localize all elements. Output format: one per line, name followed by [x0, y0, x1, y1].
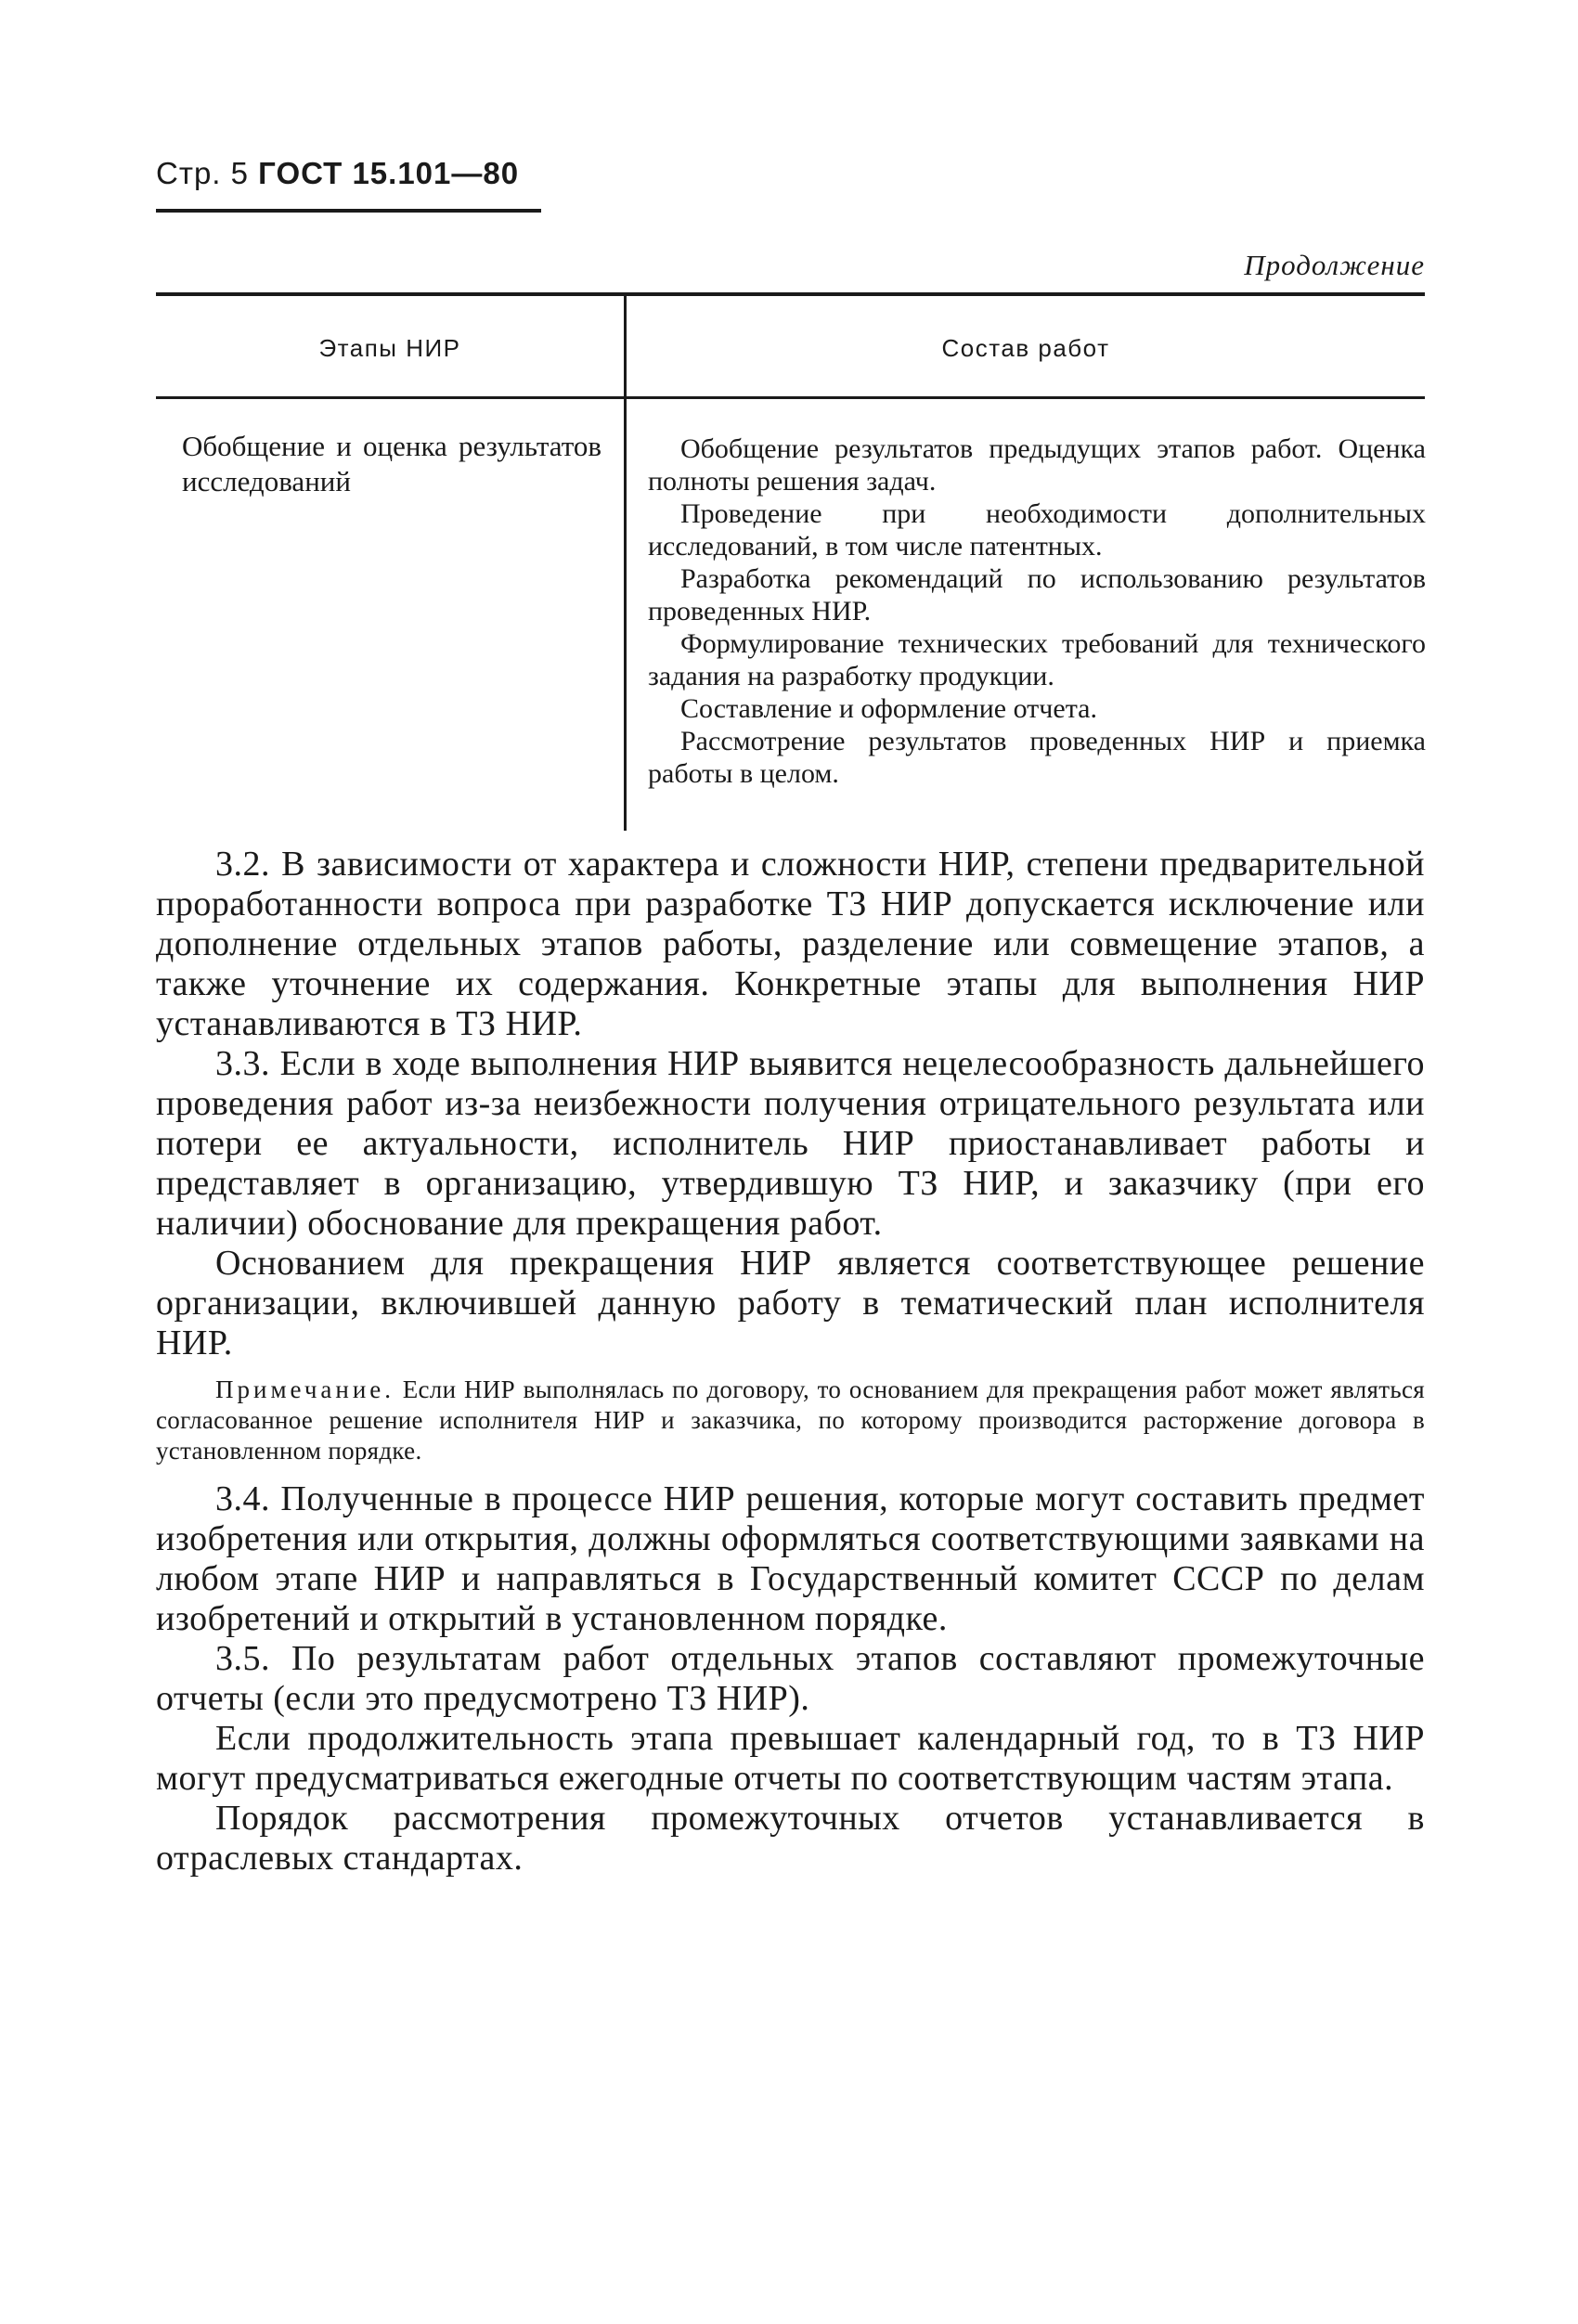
column-header-work: Состав работ	[941, 334, 1110, 362]
table-top-rule	[156, 292, 1425, 296]
table-header-rule	[156, 396, 1425, 399]
note	[156, 1375, 1425, 1466]
note-label: Примечание.	[215, 1375, 395, 1403]
page-header	[156, 156, 519, 191]
paragraph-3-3: 3.3. Если в ходе выполнения НИР выявится нецелесообразность дальнейшего проведения работ из-за неизбежности получения отрицательного результата или потери ее актуальности, исполнитель НИР приостанавливает работы и представляет в организацию, утвердившую ТЗ НИР, и заказчику (при его наличии) обоснование для прекращения работ.	[156, 1044, 1425, 1243]
paragraph-3-4: 3.4. Полученные в процессе НИР решения, которые могут составить предмет изобретения или открытия, должны оформляться соответствующими заявками на любом этапе НИР и направляться в Государственный комитет СССР по делам изобретений и открытий в установленном порядке.	[156, 1479, 1425, 1638]
work-item: Проведение при необходимости дополнительных исследований, в том числе патентных.	[648, 498, 1426, 562]
note-text: Если НИР выполнялась по договору, то основанием для прекращения работ может являться согласованное решение исполнителя НИР и заказчика, по которому производится расторжение договора в установленном порядке.	[156, 1375, 1425, 1465]
continuation-label: Продолжение	[1244, 249, 1425, 281]
work-item: Рассмотрение результатов проведенных НИР и приемка работы в целом.	[648, 726, 1426, 789]
standard-number: ГОСТ 15.101—80	[258, 156, 520, 190]
work-item: Составление и оформление отчета.	[680, 693, 1097, 724]
page-number: Стр. 5	[156, 156, 249, 190]
paragraph-annual-reports: Если продолжительность этапа превышает календарный год, то в ТЗ НИР могут предусматриваться ежегодные отчеты по соответствующим частям этапа.	[156, 1719, 1425, 1798]
paragraph-termination-basis: Основанием для прекращения НИР является соответствующее решение организации, включившей данную работу в тематический план исполнителя НИР.	[156, 1244, 1425, 1362]
paragraph-3-2: 3.2. В зависимости от характера и сложности НИР, степени предварительной проработанности вопроса при разработке ТЗ НИР допускается исключение или дополнение отдельных этапов работы, разделение или совмещение этапов, а также уточнение их содержания. Конкретные этапы для выполнения НИР устанавливаются в ТЗ НИР.	[156, 845, 1425, 1043]
table-cell-stage: Обобщение и оценка результатов исследований	[182, 430, 601, 497]
work-item: Обобщение результатов предыдущих этапов работ. Оценка полноты решения задач.	[648, 433, 1426, 497]
table-cell-work	[648, 433, 1426, 790]
column-header-stages: Этапы НИР	[318, 334, 461, 362]
header-rule	[156, 209, 541, 213]
work-item: Разработка рекомендаций по использованию результатов проведенных НИР.	[648, 563, 1426, 626]
table-column-divider	[624, 292, 627, 831]
paragraph-3-5: 3.5. По результатам работ отдельных этапов составляют промежуточные отчеты (если это предусмотрено ТЗ НИР).	[156, 1639, 1425, 1718]
document-body	[156, 845, 1425, 1879]
paragraph-review-order: Порядок рассмотрения промежуточных отчетов устанавливается в отраслевых стандартах.	[156, 1799, 1425, 1878]
work-item: Формулирование технических требований для технического задания на разработку продукции.	[648, 628, 1426, 691]
